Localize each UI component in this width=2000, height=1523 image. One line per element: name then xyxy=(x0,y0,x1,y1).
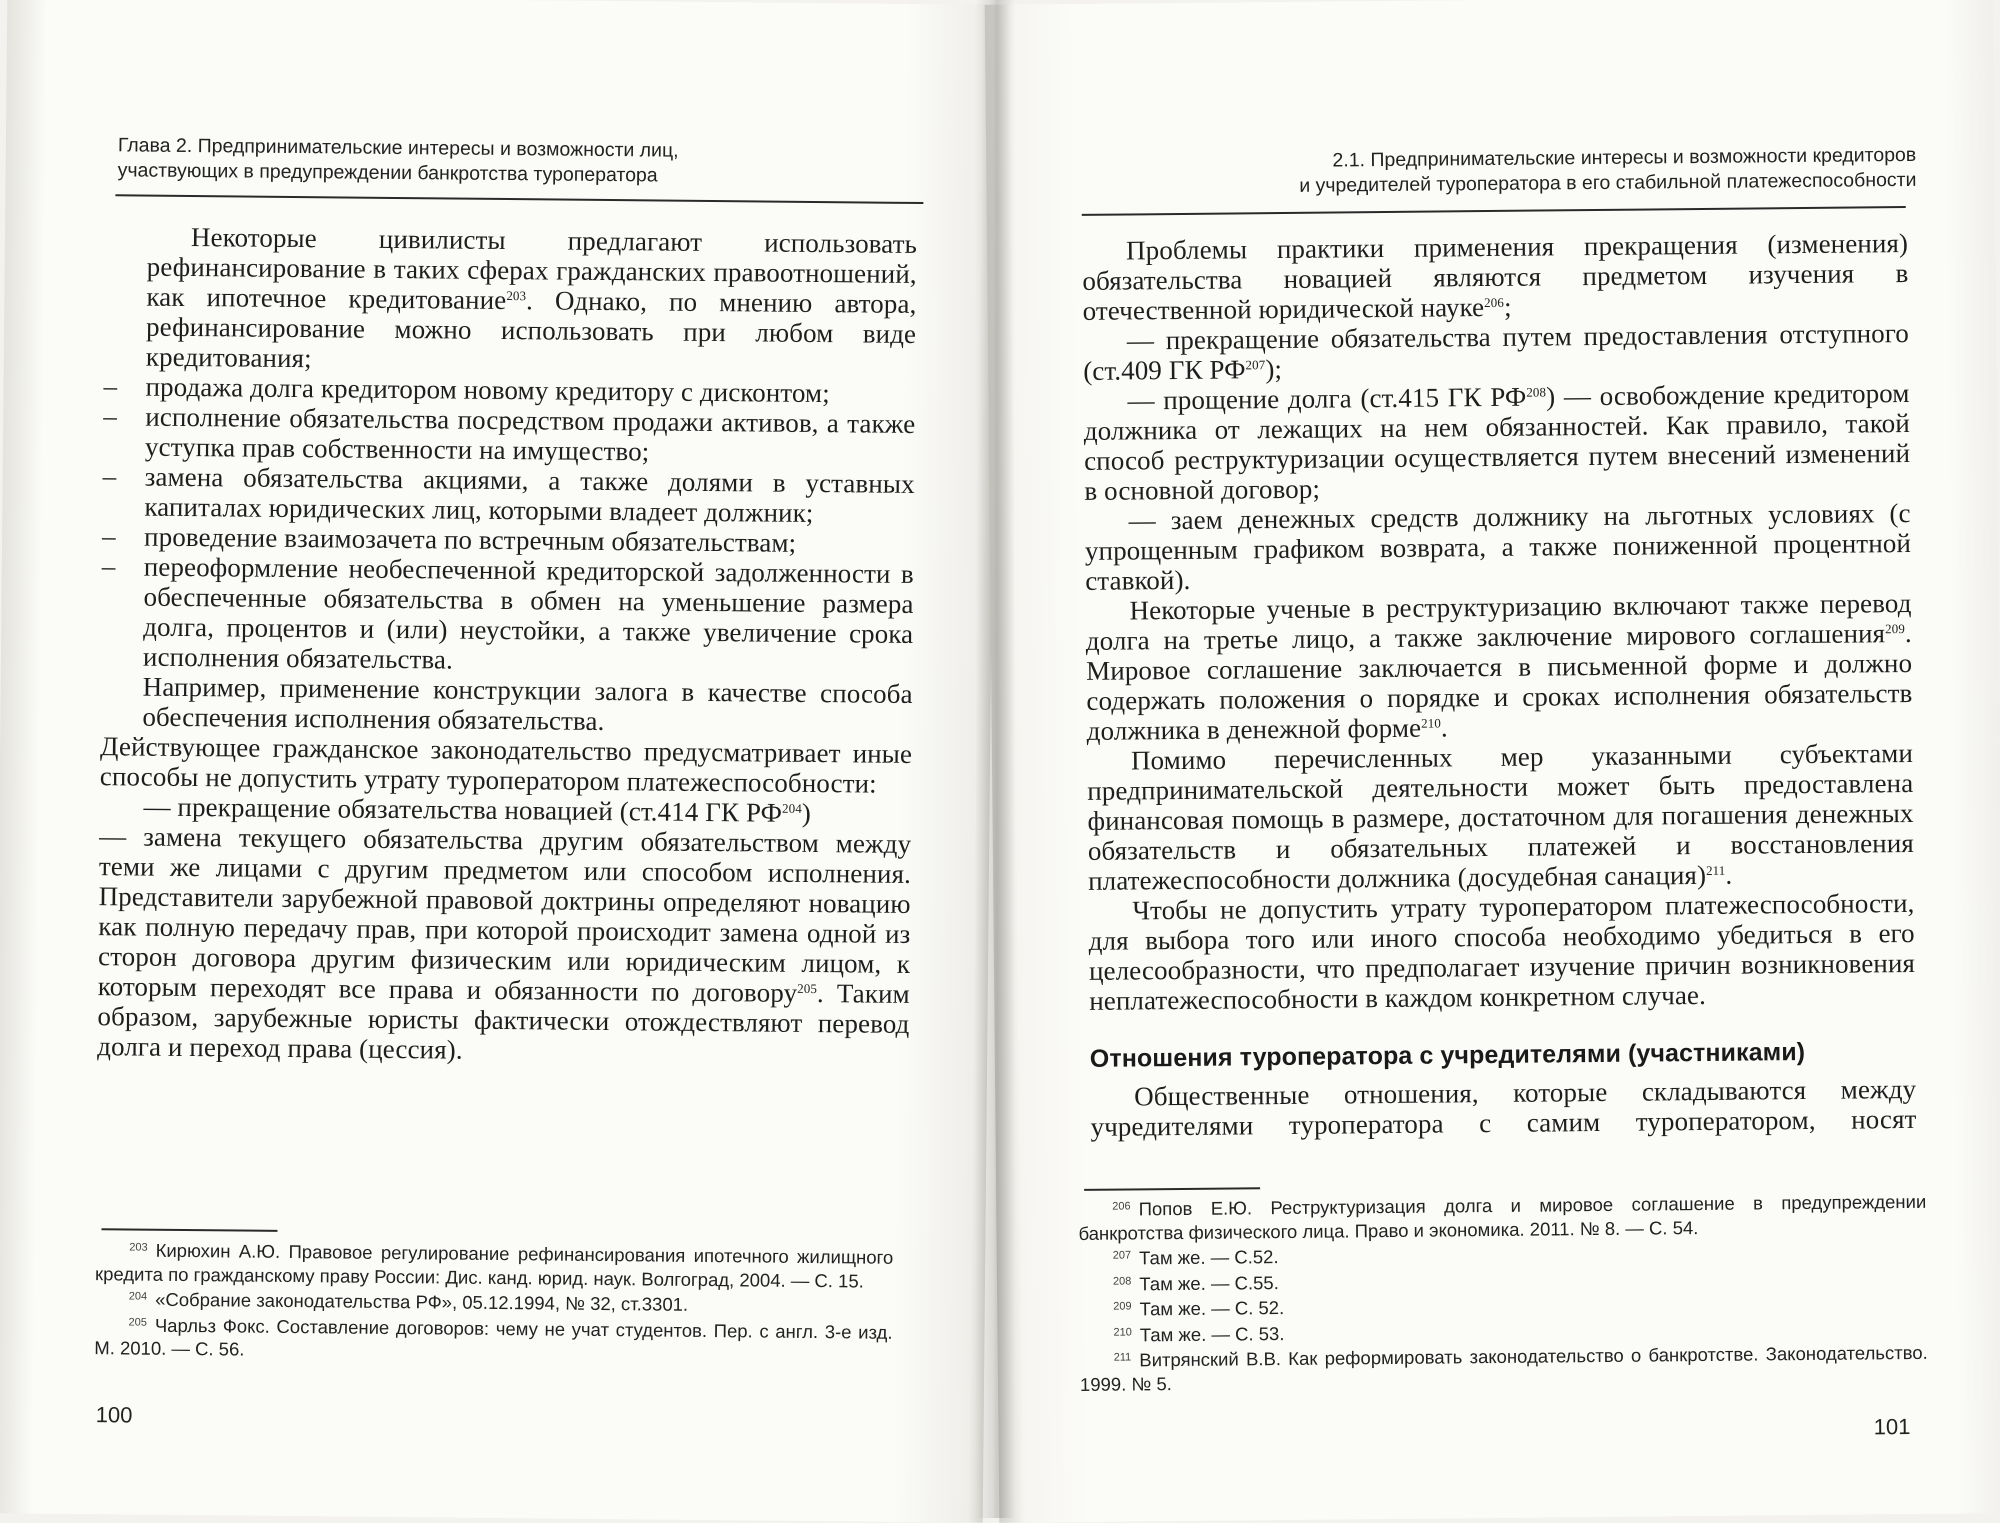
right-running-head-line-2: и учредителей туроператора в его стабильной платежеспособности xyxy=(1299,168,1917,197)
right-running-head xyxy=(1156,143,1916,200)
footnote-ref-207: 207 xyxy=(1245,357,1266,373)
footnote-211: $^{211}$ Витрянский В.В. Как реформировать законодательство о банкротстве. Законодательство. 1999. № 5. xyxy=(1079,1341,1928,1395)
footnote-ref-208: 208 xyxy=(1526,384,1547,400)
footnote-205: $^{205}$ Чарльз Фокс. Составление договоров: чему не учат студентов. Пер. с англ. 3-е изд. М. 2010. — С. 56. xyxy=(94,1314,893,1360)
left-paragraph-3: Действующее гражданское законодательство предусматривает иные способы не допустить утрату туроператором платежеспособности: xyxy=(99,731,913,799)
right-header-rule xyxy=(1082,206,1906,216)
left-page xyxy=(0,0,997,1523)
left-page-number: 100 xyxy=(95,1402,133,1428)
left-body-text xyxy=(97,222,918,1069)
footnote-ref-210: 210 xyxy=(1421,715,1441,731)
left-paragraph-2: Например, применение конструкции залога в качестве способа обеспечения исполнения обязательства. xyxy=(142,671,913,736)
footnote-ref-209: 209 xyxy=(1885,621,1905,637)
left-running-head-line-2: участвующих в предупреждении банкротства туроператора xyxy=(117,159,658,187)
right-paragraph-3: — прощение долга (ст.415 ГК РФ$^{208}$) — освобождение кредитором должника от лежащих на нем обязанностей. Как правило, такой способ реструктуризации осуществляется путем внесений изменений в основной договор; xyxy=(1083,377,1911,506)
right-footnotes xyxy=(1078,1188,1928,1396)
right-paragraph-4: — заем денежных средств должнику на льготных условиях (с упрощенным графиком возврата, а также пониженной процентной ставкой). xyxy=(1084,497,1912,596)
footnote-203: $^{203}$ Кирюхин А.Ю. Правовое регулирование рефинансирования ипотечного жилищного кредита по гражданскому праву России: Дис. канд. юрид. наук. Волгоград, 2004. — С. 15. xyxy=(94,1239,894,1292)
list-item: – переоформление необеспеченной кредиторской задолженности в обеспеченные обязательства в обмен на уменьшение размера долга, процентов и (или) неустойки, а также увеличение срока исполнения обязательства. xyxy=(101,551,914,675)
footnote-208: $^{208}$ Там же. — С.55. xyxy=(1112,1271,1279,1294)
footnote-204: $^{204}$ «Собрание законодательства РФ», 05.12.1994, № 32, ст.3301. xyxy=(128,1288,689,1315)
list-item: – проведение взаимозачета по встречным обязательствам; xyxy=(101,521,797,558)
footnote-ref-203: 203 xyxy=(506,288,527,304)
left-running-head xyxy=(118,133,918,191)
left-paragraph-1: Некоторые цивилисты предлагают использовать рефинансирование в таких сферах гражданских правоотношений, как ипотечное кредитование$^{203}$. Однако, по мнению автора, рефинансирование можно использовать при любом виде кредитования; xyxy=(145,222,918,374)
right-page xyxy=(985,0,2000,1523)
list-item: – исполнение обязательства посредством продажи активов, а также уступка прав собственности на имущество; xyxy=(103,401,916,467)
section-heading: Отношения туроператора с учредителями (участниками) xyxy=(1089,1038,1806,1073)
left-footnotes xyxy=(94,1236,893,1367)
left-header-rule xyxy=(115,194,923,204)
right-body-text xyxy=(1082,228,1917,1142)
left-paragraph-4: — прекращение обязательства новацией (ст.414 ГК РФ$^{204}$) xyxy=(143,791,812,828)
footnote-206: $^{206}$ Попов Е.Ю. Реструктуризация долга и мировое соглашение в предупреждении банкротства физического лица. Право и экономика. 2011. № 8. — С. 54. xyxy=(1078,1190,1927,1244)
right-running-head-line-1: 2.1. Предпринимательские интересы и возможности кредиторов xyxy=(1332,143,1917,172)
right-footnote-rule xyxy=(1084,1187,1260,1191)
right-paragraph-2: — прекращение обязательства путем предоставления отступного (ст.409 ГК РФ$^{207}$); xyxy=(1083,317,1910,386)
right-paragraph-6: Помимо перечисленных мер указанными субъектами предпринимательской деятельности может быть предоставлена финансовая помощь в размере, достаточном для погашения денежных обязательств и обязательных платежей и восстановления платежеспособности должника (досудебная санация)$^{211}$. xyxy=(1087,737,1914,896)
footnote-ref-206: 206 xyxy=(1484,294,1505,311)
left-footnote-rule xyxy=(101,1228,277,1232)
right-paragraph-7: Чтобы не допустить утрату туроператором платежеспособности, для выбора того или иного способа необходимо убедиться в его целесообразности, что предполагает изучение причин возникновения неплатежеспособности в каждом конкретном случае. xyxy=(1088,887,1916,1016)
footnote-210: $^{210}$ Там же. — С. 53. xyxy=(1113,1322,1285,1345)
footnote-207: $^{207}$ Там же. — С.52. xyxy=(1112,1246,1279,1269)
left-paragraph-5: — замена текущего обязательства другим обязательством между теми же лицами с другим предметом или способом исполнения. Представители зарубежной правовой доктрины определяют новацию как полную передачу прав, при которой происходит замена одной из сторон договора другим физическим или юридическим лицом, к которым переходят все права и обязанности по договору$^{205}$. Таким образом, зарубежные юристы фактически отождествляют перевод долга и переход права (цессия). xyxy=(97,821,912,1065)
list-item: – замена обязательства акциями, а также долями в уставных капиталах юридических лиц, которыми владеет должник; xyxy=(102,461,915,528)
footnote-209: $^{209}$ Там же. — С. 52. xyxy=(1113,1297,1285,1320)
footnote-ref-211: 211 xyxy=(1705,862,1726,878)
right-paragraph-1: Проблемы практики применения прекращения (изменения) обязательства новацией являются предметом изучения в отечественной юридической науке$^{206}$; xyxy=(1082,227,1909,326)
right-paragraph-8: Общественные отношения, которые складываются между учредителями туроператора с самим туроператором, носят xyxy=(1090,1073,1917,1142)
left-running-head-line-1: Глава 2. Предпринимательские интересы и возможности лиц, xyxy=(117,134,679,162)
footnote-ref-205: 205 xyxy=(797,980,818,997)
list-item: – продажа долга кредитором новому кредитору с дисконтом; xyxy=(103,371,830,409)
right-page-number: 101 xyxy=(1873,1414,1911,1440)
footnote-ref-204: 204 xyxy=(781,800,802,816)
right-paragraph-5: Некоторые ученые в реструктуризацию включают также перевод долга на третье лицо, а также заключение мирового соглашения$^{209}$. Мировое соглашение заключается в письменной форме и должно содержать положения о порядке и сроках исполнения обязательств должника в денежной форме$^{210}$. xyxy=(1085,587,1913,746)
book-gutter-shadow xyxy=(975,0,1015,1518)
